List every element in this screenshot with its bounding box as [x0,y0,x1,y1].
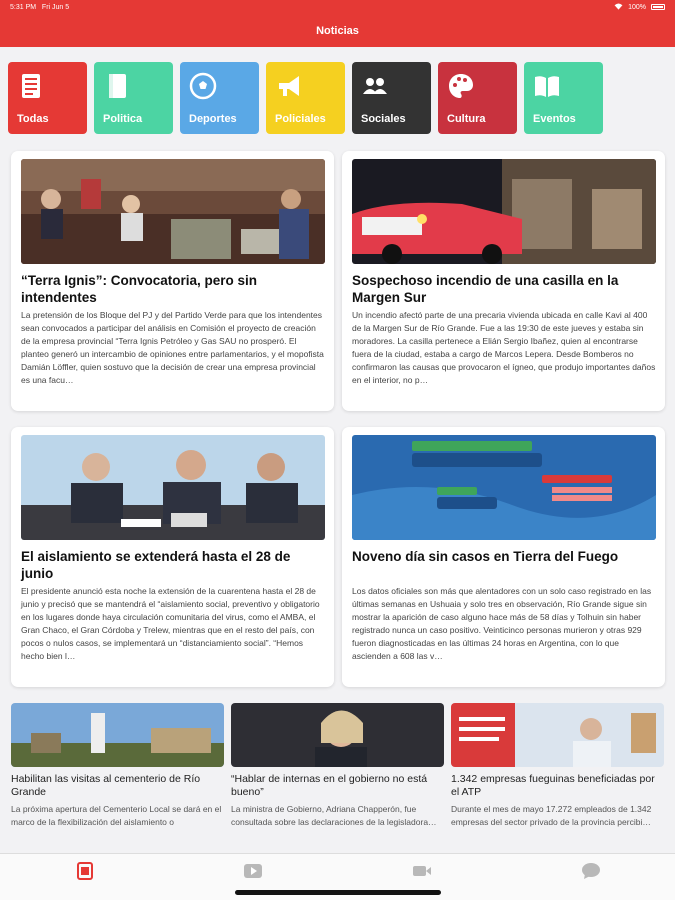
article-title: Habilitan las visitas al cementerio de Río Grande [11,773,201,798]
article-card[interactable] [11,427,334,687]
category-label: Cultura [447,113,486,125]
category-eventos-button[interactable] [524,62,603,134]
article-title: Sospechoso incendio de una casilla en la Margen Sur [352,273,619,305]
article-summary: Los datos oficiales son más que alentadores con un solo caso registrado en las últimas semanas en Ushuaia y solo tres en observación, Río Grande sigue sin mostrar la aparición de caso alguno hace más de 58 días y Tolhuin sin haber registrado nunca un caso positivo. Veinticinco personas murieron y otras 929 fueron diagnosticadas en las últimas 24 horas en Argentina, con lo que ascienden a 608 las v… [352,586,652,661]
small-article[interactable] [11,703,224,829]
article-card[interactable] [342,151,665,411]
soccer-ball-icon [189,72,217,100]
battery-icon [651,4,665,10]
category-cultura-button[interactable] [438,62,517,134]
category-politica-button[interactable] [94,62,173,134]
category-todas-button[interactable] [8,62,87,134]
category-bar [8,62,603,134]
newspaper-icon [17,72,45,100]
small-article[interactable] [451,703,664,829]
category-label: Todas [17,113,49,125]
video-play-tab-icon[interactable] [243,862,263,880]
small-article[interactable] [231,703,444,829]
status-bar [0,0,675,14]
article-image [352,159,656,264]
chat-tab-icon[interactable] [581,862,601,880]
article-title: “Terra Ignis”: Convocatoria, pero sin intendentes [21,273,258,305]
camera-tab-icon[interactable] [412,862,432,880]
article-summary: Durante el mes de mayo 17.272 empleados de 1.342 empresas del sector privado de la provincia percibi… [451,804,652,827]
article-summary: La próxima apertura del Cementerio Local se dará en el marco de la flexibilización del aislamiento o [11,804,222,827]
article-image [21,159,325,264]
status-time: 5:31 PM [10,3,37,11]
article-card[interactable] [11,151,334,411]
article-summary: Un incendio afectó parte de una precaria vivienda ubicada en calle Kavi al 400 de la Margen Sur de Río Grande. Fue a las 19:30 de este jueves y estaba sin moradores. La casilla pertenece a Elián Sergio Ibañez, quien al encontrarse fuera de la ciudad, estaba a cargo de Marcos Lepera. Desde Bomberos no confirmaron las causas que provocaron el ígneo, que produjo importantes daños en el interior, no p… [352,310,656,385]
category-label: Eventos [533,113,576,125]
news-tab-icon[interactable] [75,862,95,880]
palette-icon [447,72,475,100]
category-sociales-button[interactable] [352,62,431,134]
article-summary: La ministra de Gobierno, Adriana Chapperón, fue consultada sobre las declaraciones de la legisladora… [231,804,437,827]
book-open-icon [533,72,561,100]
category-label: Sociales [361,113,406,125]
article-image [11,703,224,767]
megaphone-icon [275,72,303,100]
category-label: Policiales [275,113,326,125]
home-indicator[interactable] [235,890,441,895]
article-title: “Hablar de internas en el gobierno no está bueno” [231,773,428,798]
article-image [352,435,656,540]
article-image [451,703,664,767]
nav-bar [0,14,675,47]
article-card[interactable] [342,427,665,687]
category-label: Deportes [189,113,237,125]
category-deportes-button[interactable] [180,62,259,134]
article-title: 1.342 empresas fueguinas beneficiadas por el ATP [451,773,655,798]
category-policiales-button[interactable] [266,62,345,134]
wifi-icon [614,3,623,12]
article-image [231,703,444,767]
article-title: Noveno día sin casos en Tierra del Fuego [352,549,619,564]
book-icon [103,72,131,100]
article-summary: El presidente anunció esta noche la extensión de la cuarentena hasta el 28 de junio y precisó que se mantendrá el “aislamiento social, preventivo y obligatorio en los lugares donde haya circulación comunitaria del virus, como el AMBA, el Gran Chaco, el Gran Córdoba y Trelew, mientras que en el resto del país, con pocos o nulos casos, se implementará un “distanciamiento social”. “Hemos hecho bien l… [21,586,320,661]
page-title: Noticias [316,24,359,37]
article-image [21,435,325,540]
status-date: Fri Jun 5 [41,3,70,11]
category-label: Politica [103,113,143,125]
article-title: El aislamiento se extenderá hasta el 28 de junio [21,549,291,581]
people-icon [361,72,389,100]
battery-percent: 100% [628,3,646,11]
article-summary: La pretensión de los Bloque del PJ y del Partido Verde para que los intendentes sean convocados a participar del análisis en Comisión el proyecto de creación de la empresa provincial “Terra Ignis Petróleo y Gas SAU no prosperó. El planteo generó un intercambio de opiniones entre parlamentarios, y el mopofista Damián Löffler, quien sostuvo que la decisión de crear una empresa provincial es una facu… [21,310,324,385]
